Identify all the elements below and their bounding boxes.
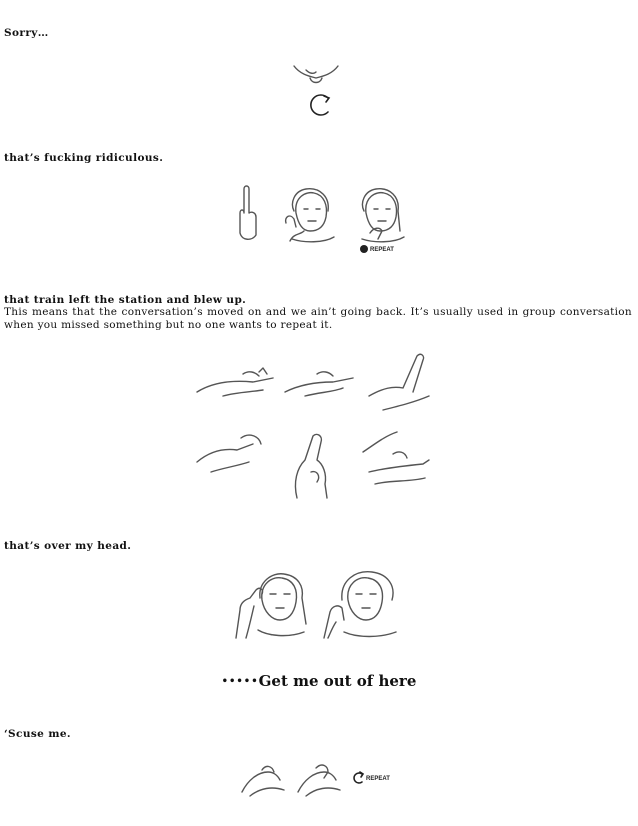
phrase-sorry: Sorry… [4, 27, 49, 39]
phrase-description: This means that the conversation’s moved on and we ain’t going back. It’s usually used in group conversation when you missed something but no one wants to repeat it. [4, 306, 632, 331]
banner-bullets: ••••• [221, 676, 259, 687]
over-my-head-sign-illustration [232, 570, 410, 642]
phrase-over-my-head: that’s over my head. [4, 540, 132, 552]
train-left-sign-illustration [193, 352, 437, 504]
repeat-icon [354, 772, 390, 783]
scuse-me-sign-illustration [240, 762, 400, 798]
banner-text: Get me out of here [258, 672, 417, 690]
repeat-label: REPEAT [366, 776, 390, 782]
phrase-train-left: that train left the station and blew up. [4, 294, 247, 306]
sorry-sign-illustration [288, 60, 348, 120]
repeat-label: REPEAT [370, 247, 394, 253]
phrase-ridiculous: that’s fucking ridiculous. [4, 152, 164, 164]
get-me-out-heading [0, 672, 638, 690]
circular-arrow-icon [311, 95, 329, 115]
repeat-icon [360, 245, 394, 253]
ridiculous-sign-illustration [228, 183, 408, 263]
phrase-scuse-me: ‘Scuse me. [4, 728, 71, 740]
